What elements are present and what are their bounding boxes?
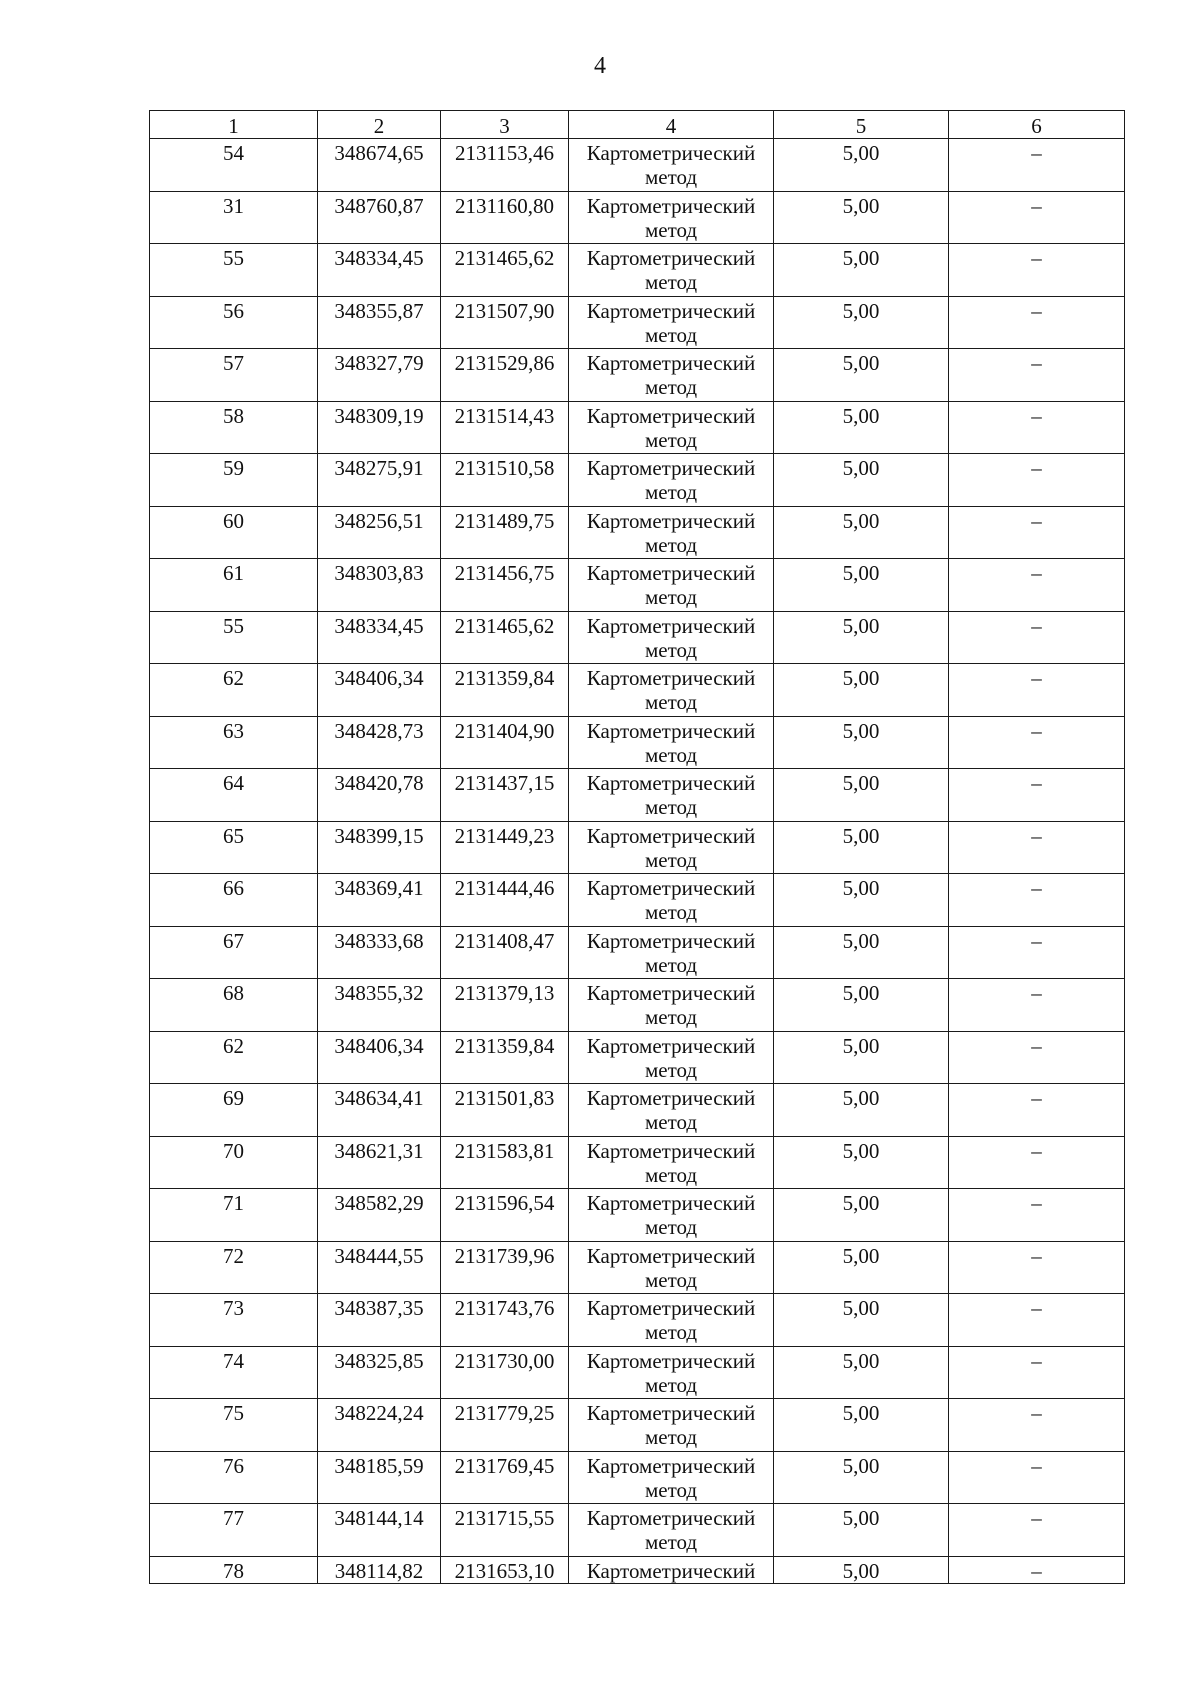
cell-method <box>569 244 774 297</box>
cell-coordinate-x: 348256,51 <box>318 506 441 559</box>
cell-coordinate-x: 348406,34 <box>318 664 441 717</box>
method-line-2: метод <box>644 952 698 977</box>
cell-note: – <box>949 244 1125 297</box>
cell-coordinate-y: 2131456,75 <box>441 559 569 612</box>
cell-method <box>569 401 774 454</box>
method-line-2: метод <box>644 427 698 452</box>
table-row <box>150 296 1125 349</box>
method-line-2: метод <box>644 1110 698 1134</box>
cell-method <box>569 1031 774 1084</box>
cell-coordinate-x: 348582,29 <box>318 1189 441 1242</box>
cell-note: – <box>949 716 1125 769</box>
cell-accuracy: 5,00 <box>774 664 949 717</box>
cell-method <box>569 979 774 1032</box>
cell-point-number: 31 <box>150 191 318 244</box>
method-line-1: Картометрический <box>586 1558 756 1583</box>
cell-method <box>569 769 774 822</box>
coordinates-table <box>149 110 1125 1584</box>
cell-method <box>569 1084 774 1137</box>
method-line-1: Картометрический <box>586 1243 756 1268</box>
cell-coordinate-y: 2131160,80 <box>441 191 569 244</box>
cell-accuracy: 5,00 <box>774 1451 949 1504</box>
method-line-1: Картометрический <box>586 1348 756 1373</box>
method-line-2: метод <box>644 1267 698 1292</box>
cell-point-number: 76 <box>150 1451 318 1504</box>
cell-method <box>569 1189 774 1242</box>
method-line-1: Картометрический <box>586 141 756 165</box>
cell-accuracy: 5,00 <box>774 244 949 297</box>
cell-coordinate-x: 348760,87 <box>318 191 441 244</box>
cell-point-number: 62 <box>150 1031 318 1084</box>
method-line-1: Картометрический <box>586 298 756 323</box>
cell-point-number: 69 <box>150 1084 318 1137</box>
cell-note: – <box>949 1451 1125 1504</box>
table-row <box>150 349 1125 402</box>
cell-note: – <box>949 1504 1125 1557</box>
cell-accuracy: 5,00 <box>774 139 949 192</box>
cell-accuracy: 5,00 <box>774 874 949 927</box>
cell-coordinate-x: 348334,45 <box>318 244 441 297</box>
cell-note: – <box>949 926 1125 979</box>
method-line-1: Картометрический <box>586 613 756 638</box>
cell-coordinate-x: 348444,55 <box>318 1241 441 1294</box>
cell-method <box>569 296 774 349</box>
cell-coordinate-x: 348333,68 <box>318 926 441 979</box>
cell-coordinate-x: 348406,34 <box>318 1031 441 1084</box>
cell-note: – <box>949 1346 1125 1399</box>
cell-coordinate-y: 2131153,46 <box>441 139 569 192</box>
cell-coordinate-y: 2131510,58 <box>441 454 569 507</box>
table-row <box>150 664 1125 717</box>
method-line-2: метод <box>644 1320 698 1344</box>
cell-accuracy: 5,00 <box>774 769 949 822</box>
method-line-2: метод <box>644 847 698 872</box>
method-line-2: метод <box>644 1425 698 1449</box>
cell-point-number: 77 <box>150 1504 318 1557</box>
cell-coordinate-x: 348355,87 <box>318 296 441 349</box>
method-line-2: метод <box>644 217 698 242</box>
cell-coordinate-y: 2131507,90 <box>441 296 569 349</box>
cell-point-number: 75 <box>150 1399 318 1452</box>
cell-note: – <box>949 664 1125 717</box>
table-row <box>150 1451 1125 1504</box>
header-col-4: 4 <box>569 111 774 139</box>
cell-accuracy: 5,00 <box>774 1294 949 1347</box>
cell-coordinate-x: 348224,24 <box>318 1399 441 1452</box>
cell-coordinate-y: 2131359,84 <box>441 1031 569 1084</box>
method-line-1: Картометрический <box>586 456 756 480</box>
method-line-2: метод <box>644 690 698 714</box>
method-line-1: Картометрический <box>586 718 756 743</box>
cell-method <box>569 874 774 927</box>
cell-coordinate-y: 2131769,45 <box>441 1451 569 1504</box>
method-line-2: метод <box>644 375 698 399</box>
cell-method <box>569 664 774 717</box>
header-col-2: 2 <box>318 111 441 139</box>
table-row <box>150 1241 1125 1294</box>
table-row <box>150 559 1125 612</box>
cell-method <box>569 349 774 402</box>
method-line-2: метод <box>644 322 698 347</box>
cell-coordinate-x: 348334,45 <box>318 611 441 664</box>
table-row <box>150 1136 1125 1189</box>
cell-point-number: 60 <box>150 506 318 559</box>
table-row <box>150 1504 1125 1557</box>
method-line-1: Картометрический <box>586 403 756 428</box>
cell-accuracy: 5,00 <box>774 401 949 454</box>
table-row <box>150 139 1125 192</box>
cell-coordinate-x: 348309,19 <box>318 401 441 454</box>
cell-note: – <box>949 296 1125 349</box>
table-row <box>150 454 1125 507</box>
cell-coordinate-y: 2131596,54 <box>441 1189 569 1242</box>
cell-accuracy: 5,00 <box>774 1084 949 1137</box>
cell-note: – <box>949 401 1125 454</box>
cell-accuracy: 5,00 <box>774 1241 949 1294</box>
method-line-1: Картометрический <box>586 351 756 375</box>
method-line-1: Картометрический <box>586 561 756 585</box>
method-line-1: Картометрический <box>586 876 756 900</box>
cell-point-number: 66 <box>150 874 318 927</box>
table-header <box>150 111 1125 139</box>
cell-note: – <box>949 1556 1125 1583</box>
method-line-1: Картометрический <box>586 1296 756 1320</box>
cell-method <box>569 926 774 979</box>
method-line-1: Картометрический <box>586 193 756 218</box>
cell-point-number: 55 <box>150 244 318 297</box>
method-line-1: Картометрический <box>586 1086 756 1110</box>
cell-point-number: 64 <box>150 769 318 822</box>
coordinates-table-container <box>149 110 1124 1584</box>
cell-accuracy: 5,00 <box>774 1399 949 1452</box>
cell-coordinate-y: 2131779,25 <box>441 1399 569 1452</box>
method-line-1: Картометрический <box>586 1453 756 1478</box>
cell-accuracy: 5,00 <box>774 1031 949 1084</box>
method-line-1: Картометрический <box>586 928 756 953</box>
table-row <box>150 769 1125 822</box>
cell-coordinate-x: 348369,41 <box>318 874 441 927</box>
method-line-2: метод <box>644 742 698 767</box>
table-row <box>150 244 1125 297</box>
cell-coordinate-y: 2131715,55 <box>441 1504 569 1557</box>
method-line-2: метод <box>644 1530 698 1554</box>
cell-coordinate-y: 2131730,00 <box>441 1346 569 1399</box>
cell-point-number: 61 <box>150 559 318 612</box>
cell-coordinate-y: 2131437,15 <box>441 769 569 822</box>
cell-note: – <box>949 1189 1125 1242</box>
cell-coordinate-x: 348428,73 <box>318 716 441 769</box>
cell-coordinate-y: 2131583,81 <box>441 1136 569 1189</box>
method-line-2: метод <box>644 532 698 557</box>
cell-coordinate-y: 2131653,10 <box>441 1556 569 1583</box>
cell-method <box>569 1346 774 1399</box>
cell-note: – <box>949 611 1125 664</box>
cell-coordinate-x: 348185,59 <box>318 1451 441 1504</box>
method-line-2: метод <box>644 1477 698 1502</box>
table-row <box>150 821 1125 874</box>
cell-accuracy: 5,00 <box>774 716 949 769</box>
method-line-2: метод <box>644 585 698 609</box>
cell-accuracy: 5,00 <box>774 1346 949 1399</box>
cell-method <box>569 1556 774 1583</box>
method-line-1: Картометрический <box>586 508 756 533</box>
cell-point-number: 74 <box>150 1346 318 1399</box>
cell-accuracy: 5,00 <box>774 1504 949 1557</box>
table-body <box>150 139 1125 1584</box>
cell-coordinate-y: 2131465,62 <box>441 611 569 664</box>
method-line-2: метод <box>644 1372 698 1397</box>
table-row <box>150 1294 1125 1347</box>
cell-method <box>569 1241 774 1294</box>
cell-accuracy: 5,00 <box>774 1556 949 1583</box>
cell-coordinate-y: 2131404,90 <box>441 716 569 769</box>
cell-note: – <box>949 1241 1125 1294</box>
cell-coordinate-y: 2131529,86 <box>441 349 569 402</box>
cell-method <box>569 506 774 559</box>
cell-point-number: 65 <box>150 821 318 874</box>
method-line-1: Картометрический <box>586 1191 756 1215</box>
cell-method <box>569 559 774 612</box>
cell-note: – <box>949 139 1125 192</box>
cell-coordinate-x: 348325,85 <box>318 1346 441 1399</box>
cell-method <box>569 1136 774 1189</box>
cell-accuracy: 5,00 <box>774 1189 949 1242</box>
cell-coordinate-x: 348144,14 <box>318 1504 441 1557</box>
cell-accuracy: 5,00 <box>774 506 949 559</box>
method-line-2: метод <box>644 1057 698 1082</box>
table-row <box>150 401 1125 454</box>
method-line-2: метод <box>644 270 698 294</box>
header-row <box>150 111 1125 139</box>
table-row <box>150 191 1125 244</box>
cell-note: – <box>949 191 1125 244</box>
cell-note: – <box>949 979 1125 1032</box>
method-line-2: метод <box>644 480 698 504</box>
cell-accuracy: 5,00 <box>774 296 949 349</box>
cell-accuracy: 5,00 <box>774 821 949 874</box>
cell-method <box>569 1399 774 1452</box>
method-line-1: Картометрический <box>586 1138 756 1163</box>
table-row <box>150 611 1125 664</box>
cell-note: – <box>949 821 1125 874</box>
cell-method <box>569 139 774 192</box>
cell-coordinate-x: 348634,41 <box>318 1084 441 1137</box>
cell-coordinate-y: 2131739,96 <box>441 1241 569 1294</box>
cell-coordinate-y: 2131449,23 <box>441 821 569 874</box>
cell-coordinate-x: 348621,31 <box>318 1136 441 1189</box>
table-row <box>150 874 1125 927</box>
table-row <box>150 979 1125 1032</box>
cell-note: – <box>949 559 1125 612</box>
table-row <box>150 1346 1125 1399</box>
method-line-1: Картометрический <box>586 771 756 795</box>
cell-method <box>569 191 774 244</box>
table-row <box>150 1399 1125 1452</box>
method-line-1: Картометрический <box>586 1506 756 1530</box>
cell-method <box>569 611 774 664</box>
cell-coordinate-x: 348387,35 <box>318 1294 441 1347</box>
cell-note: – <box>949 1294 1125 1347</box>
method-line-2: метод <box>644 1005 698 1029</box>
cell-accuracy: 5,00 <box>774 559 949 612</box>
cell-coordinate-y: 2131444,46 <box>441 874 569 927</box>
cell-accuracy: 5,00 <box>774 926 949 979</box>
cell-coordinate-y: 2131379,13 <box>441 979 569 1032</box>
header-col-6: 6 <box>949 111 1125 139</box>
cell-coordinate-x: 348399,15 <box>318 821 441 874</box>
cell-accuracy: 5,00 <box>774 611 949 664</box>
cell-coordinate-y: 2131501,83 <box>441 1084 569 1137</box>
header-col-1: 1 <box>150 111 318 139</box>
cell-coordinate-y: 2131465,62 <box>441 244 569 297</box>
cell-point-number: 63 <box>150 716 318 769</box>
cell-coordinate-y: 2131408,47 <box>441 926 569 979</box>
cell-accuracy: 5,00 <box>774 979 949 1032</box>
cell-note: – <box>949 1031 1125 1084</box>
method-line-2: метод <box>644 1162 698 1187</box>
cell-coordinate-y: 2131359,84 <box>441 664 569 717</box>
cell-method <box>569 1451 774 1504</box>
cell-point-number: 68 <box>150 979 318 1032</box>
table-row <box>150 1556 1125 1583</box>
cell-coordinate-y: 2131489,75 <box>441 506 569 559</box>
cell-coordinate-x: 348303,83 <box>318 559 441 612</box>
method-line-1: Картометрический <box>586 981 756 1005</box>
cell-method <box>569 454 774 507</box>
method-line-2: метод <box>644 1215 698 1239</box>
cell-coordinate-y: 2131514,43 <box>441 401 569 454</box>
method-line-1: Картометрический <box>586 666 756 690</box>
cell-point-number: 59 <box>150 454 318 507</box>
cell-note: – <box>949 1136 1125 1189</box>
cell-coordinate-y: 2131743,76 <box>441 1294 569 1347</box>
table-row <box>150 1031 1125 1084</box>
method-line-1: Картометрический <box>586 1401 756 1425</box>
cell-note: – <box>949 506 1125 559</box>
table-row <box>150 926 1125 979</box>
cell-note: – <box>949 874 1125 927</box>
cell-coordinate-x: 348114,82 <box>318 1556 441 1583</box>
table-row <box>150 506 1125 559</box>
cell-point-number: 78 <box>150 1556 318 1583</box>
cell-coordinate-x: 348327,79 <box>318 349 441 402</box>
cell-coordinate-x: 348355,32 <box>318 979 441 1032</box>
table-row <box>150 1084 1125 1137</box>
cell-accuracy: 5,00 <box>774 454 949 507</box>
page-number: 4 <box>594 53 606 79</box>
cell-note: – <box>949 454 1125 507</box>
cell-note: – <box>949 1084 1125 1137</box>
cell-point-number: 54 <box>150 139 318 192</box>
cell-coordinate-x: 348420,78 <box>318 769 441 822</box>
cell-note: – <box>949 349 1125 402</box>
method-line-1: Картометрический <box>586 1033 756 1058</box>
method-line-1: Картометрический <box>586 246 756 270</box>
cell-method <box>569 1504 774 1557</box>
cell-point-number: 57 <box>150 349 318 402</box>
cell-accuracy: 5,00 <box>774 1136 949 1189</box>
cell-point-number: 62 <box>150 664 318 717</box>
cell-method <box>569 716 774 769</box>
cell-method <box>569 821 774 874</box>
cell-point-number: 71 <box>150 1189 318 1242</box>
cell-point-number: 56 <box>150 296 318 349</box>
method-line-2: метод <box>644 165 698 189</box>
cell-point-number: 58 <box>150 401 318 454</box>
cell-note: – <box>949 769 1125 822</box>
cell-coordinate-x: 348674,65 <box>318 139 441 192</box>
cell-coordinate-x: 348275,91 <box>318 454 441 507</box>
header-col-5: 5 <box>774 111 949 139</box>
cell-point-number: 67 <box>150 926 318 979</box>
header-col-3: 3 <box>441 111 569 139</box>
table-row <box>150 1189 1125 1242</box>
cell-point-number: 72 <box>150 1241 318 1294</box>
cell-method <box>569 1294 774 1347</box>
method-line-2: метод <box>644 637 698 662</box>
table-row <box>150 716 1125 769</box>
method-line-2: метод <box>644 795 698 819</box>
cell-point-number: 55 <box>150 611 318 664</box>
cell-note: – <box>949 1399 1125 1452</box>
cell-point-number: 70 <box>150 1136 318 1189</box>
cell-point-number: 73 <box>150 1294 318 1347</box>
method-line-1: Картометрический <box>586 823 756 848</box>
method-line-2: метод <box>644 900 698 924</box>
cell-accuracy: 5,00 <box>774 191 949 244</box>
cell-accuracy: 5,00 <box>774 349 949 402</box>
